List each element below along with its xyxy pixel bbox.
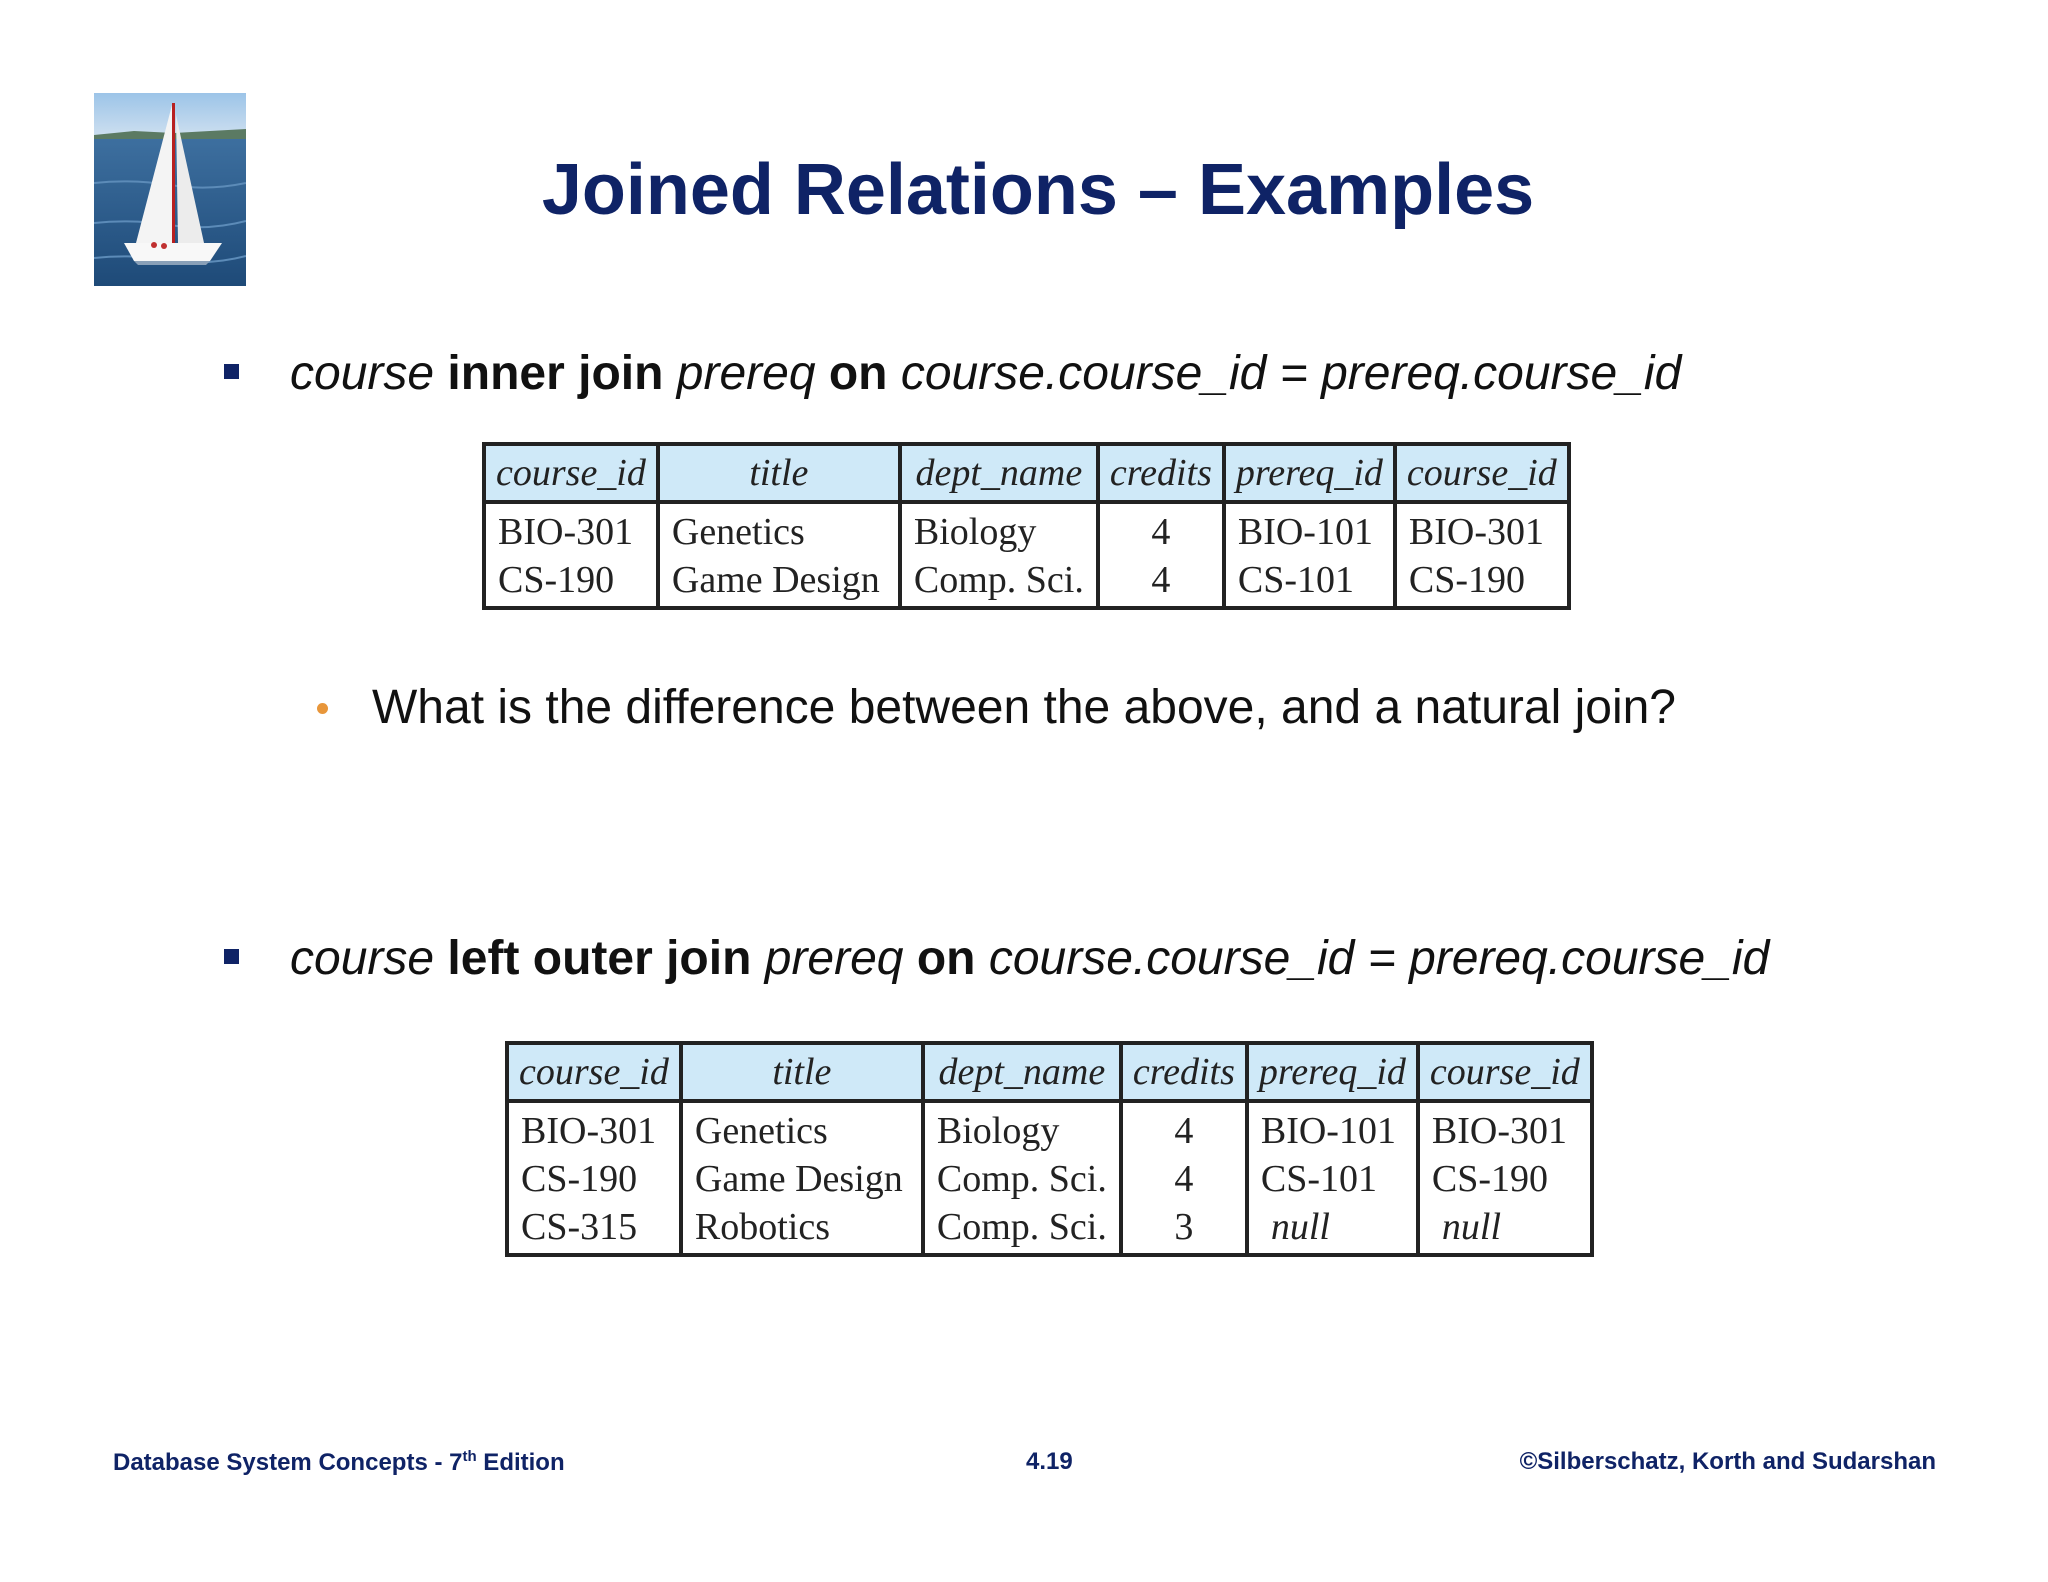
table-row <box>484 502 1569 556</box>
table-cell: CS-315 <box>507 1203 681 1255</box>
table-cell: Comp. Sci. <box>923 1155 1121 1203</box>
inner-join-result-table <box>482 442 1571 610</box>
table-cell: BIO-301 <box>507 1101 681 1155</box>
table-cell: CS-190 <box>1395 556 1569 608</box>
table-row <box>507 1203 1592 1255</box>
table-cell: Robotics <box>681 1203 923 1255</box>
table-cell: CS-190 <box>507 1155 681 1203</box>
table-cell-null: null <box>1418 1203 1592 1255</box>
table-cell: CS-190 <box>484 556 658 608</box>
relation-right: prereq <box>764 932 904 985</box>
table-row <box>507 1101 1592 1155</box>
footer-superscript: th <box>462 1448 477 1465</box>
square-bullet-icon <box>224 949 239 964</box>
bullet-inner-join <box>290 344 1681 404</box>
table-cell: BIO-101 <box>1247 1101 1418 1155</box>
column-header: dept_name <box>923 1043 1121 1101</box>
table-cell: Genetics <box>681 1101 923 1155</box>
slide-title: Joined Relations – Examples <box>541 150 1535 230</box>
column-header: title <box>681 1043 923 1101</box>
table-row <box>507 1155 1592 1203</box>
relation-left: course <box>290 347 435 400</box>
column-header: credits <box>1121 1043 1247 1101</box>
table-cell: CS-101 <box>1224 556 1395 608</box>
table-row <box>484 556 1569 608</box>
table-cell: 4 <box>1098 502 1224 556</box>
left-outer-join-result-table <box>505 1041 1594 1257</box>
table-cell: Game Design <box>681 1155 923 1203</box>
column-header: title <box>658 444 900 502</box>
footer-book-title-main: Database System Concepts - 7 <box>113 1449 463 1476</box>
sub-bullet-question: What is the difference between the above, and a natural join? <box>372 681 1676 734</box>
relation-right: prereq <box>676 347 816 400</box>
join-operator: left outer join <box>447 932 752 985</box>
table-cell: BIO-101 <box>1224 502 1395 556</box>
footer-book-title-edition: Edition <box>476 1449 565 1476</box>
footer-page-number: 4.19 <box>1026 1448 1073 1475</box>
table-cell: BIO-301 <box>484 502 658 556</box>
table-header-row <box>484 444 1569 502</box>
table-cell: 3 <box>1121 1203 1247 1255</box>
on-keyword: on <box>828 347 888 400</box>
column-header: prereq_id <box>1224 444 1395 502</box>
table-cell: 4 <box>1098 556 1224 608</box>
table-cell: Comp. Sci. <box>900 556 1098 608</box>
table-cell: BIO-301 <box>1418 1101 1592 1155</box>
footer-book-title <box>113 1448 565 1477</box>
column-header: course_id <box>1395 444 1569 502</box>
column-header: prereq_id <box>1247 1043 1418 1101</box>
bullet-left-outer-join <box>290 929 1769 989</box>
square-bullet-icon <box>224 364 239 379</box>
table-cell: Comp. Sci. <box>923 1203 1121 1255</box>
join-condition: course.course_id = prereq.course_id <box>988 932 1770 985</box>
column-header: dept_name <box>900 444 1098 502</box>
table-cell: Game Design <box>658 556 900 608</box>
table-cell: BIO-301 <box>1395 502 1569 556</box>
dot-bullet-icon <box>317 703 328 714</box>
relation-left: course <box>290 932 435 985</box>
table-header-row <box>507 1043 1592 1101</box>
table-cell: Biology <box>923 1101 1121 1155</box>
table-cell: CS-101 <box>1247 1155 1418 1203</box>
table-cell: CS-190 <box>1418 1155 1592 1203</box>
table-cell: Genetics <box>658 502 900 556</box>
column-header: course_id <box>484 444 658 502</box>
table-cell-null: null <box>1247 1203 1418 1255</box>
footer-copyright: ©Silberschatz, Korth and Sudarshan <box>1519 1448 1936 1475</box>
column-header: credits <box>1098 444 1224 502</box>
column-header: course_id <box>507 1043 681 1101</box>
table-cell: 4 <box>1121 1101 1247 1155</box>
column-header: course_id <box>1418 1043 1592 1101</box>
join-condition: course.course_id = prereq.course_id <box>900 347 1682 400</box>
table-cell: Biology <box>900 502 1098 556</box>
join-operator: inner join <box>447 347 664 400</box>
on-keyword: on <box>916 932 976 985</box>
table-cell: 4 <box>1121 1155 1247 1203</box>
